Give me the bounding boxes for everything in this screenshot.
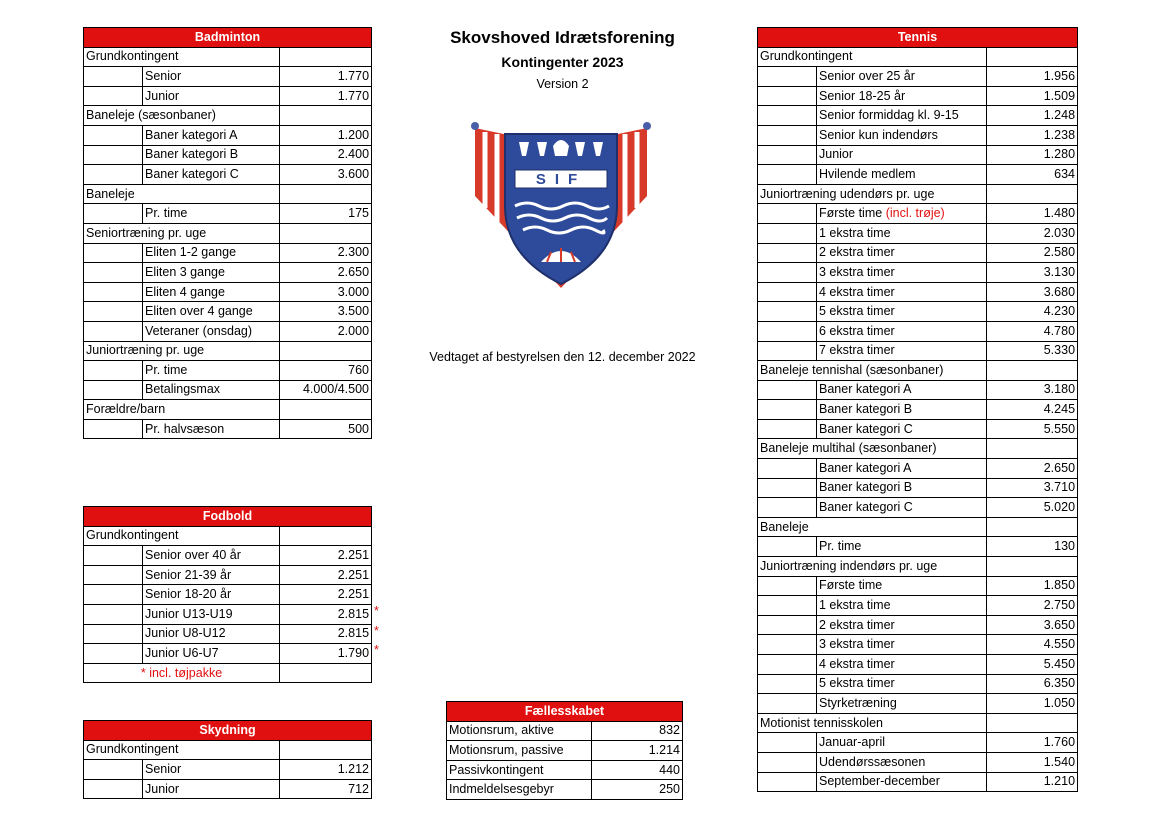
- section-label: Forældre/barn: [84, 400, 280, 420]
- table-row: [758, 67, 1078, 87]
- table-row: [84, 644, 372, 664]
- row-label: Senior: [143, 67, 280, 87]
- table-row: [84, 86, 372, 106]
- row-value: 130: [987, 537, 1078, 557]
- row-label: Junior U8-U12: [143, 624, 280, 644]
- table-row: [758, 635, 1078, 655]
- table-row: [758, 204, 1078, 224]
- page-title: Skovshoved Idrætsforening: [450, 28, 675, 47]
- row-label: Senior kun indendørs: [817, 125, 987, 145]
- row-value: 1.212: [280, 760, 372, 780]
- row-value: 2.400: [280, 145, 372, 165]
- section-label: Grundkontingent: [84, 47, 280, 67]
- table-row: [758, 576, 1078, 596]
- section-label: Juniortræning udendørs pr. uge: [758, 184, 987, 204]
- row-value: 2.750: [987, 596, 1078, 616]
- tennis-header: Tennis: [758, 28, 1078, 48]
- table-row: [84, 380, 372, 400]
- row-label-text: Første time: [819, 206, 883, 221]
- table-row: [84, 779, 372, 799]
- table-row: [447, 760, 683, 780]
- asterisk-marker: *: [374, 604, 379, 618]
- row-value: 4.230: [987, 302, 1078, 322]
- row-label: Passivkontingent: [447, 760, 592, 780]
- row-value: 760: [280, 361, 372, 381]
- row-value: 4.550: [987, 635, 1078, 655]
- row-value: 1.850: [987, 576, 1078, 596]
- row-value: 5.020: [987, 498, 1078, 518]
- row-label: Pr. halvsæson: [143, 419, 280, 439]
- row-value: 250: [592, 780, 683, 800]
- row-value: 1.770: [280, 86, 372, 106]
- table-row: [84, 565, 372, 585]
- row-value: 1.280: [987, 145, 1078, 165]
- row-label: 6 ekstra timer: [817, 321, 987, 341]
- table-row: [758, 361, 1078, 381]
- row-value: 5.330: [987, 341, 1078, 361]
- table-row: [758, 341, 1078, 361]
- row-value: 5.450: [987, 655, 1078, 675]
- table-row: [758, 752, 1078, 772]
- row-label: Eliten 3 gange: [143, 263, 280, 283]
- row-value: 3.710: [987, 478, 1078, 498]
- table-row: [758, 459, 1078, 479]
- row-label: Januar-april: [817, 733, 987, 753]
- row-label: September-december: [817, 772, 987, 792]
- row-value: 1.248: [987, 106, 1078, 126]
- row-value: 2.251: [280, 565, 372, 585]
- table-row: [84, 624, 372, 644]
- row-label: Senior 18-25 år: [817, 86, 987, 106]
- row-label: Baner kategori C: [817, 498, 987, 518]
- row-label: Junior U6-U7: [143, 644, 280, 664]
- row-value: 3.500: [280, 302, 372, 322]
- table-row: [758, 674, 1078, 694]
- section-label: Baneleje tennishal (sæsonbaner): [758, 361, 987, 381]
- row-value: 500: [280, 419, 372, 439]
- table-row: [84, 760, 372, 780]
- table-row: [758, 655, 1078, 675]
- row-value: 1.200: [280, 125, 372, 145]
- table-row: [84, 546, 372, 566]
- row-label: 4 ekstra timer: [817, 655, 987, 675]
- row-label: Baner kategori A: [817, 380, 987, 400]
- row-label: 2 ekstra timer: [817, 243, 987, 263]
- table-row: [758, 439, 1078, 459]
- row-label: Betalingsmax: [143, 380, 280, 400]
- section-label: Baneleje multihal (sæsonbaner): [758, 439, 987, 459]
- row-label: Senior formiddag kl. 9-15: [817, 106, 987, 126]
- asterisk-marker: *: [374, 624, 379, 638]
- faellesskabet-header: Fællesskabet: [447, 702, 683, 722]
- table-row: [758, 713, 1078, 733]
- row-value: 1.790: [280, 644, 372, 664]
- svg-text:SIF: SIF: [535, 171, 587, 188]
- row-label: Pr. time: [143, 361, 280, 381]
- section-label: Grundkontingent: [84, 740, 280, 760]
- row-label: Senior: [143, 760, 280, 780]
- row-label: Eliten 4 gange: [143, 282, 280, 302]
- row-label: 3 ekstra timer: [817, 635, 987, 655]
- table-row: [758, 615, 1078, 635]
- table-row: [447, 780, 683, 800]
- table-row: [758, 537, 1078, 557]
- fodbold-table: [83, 506, 372, 683]
- section-label: Baneleje (sæsonbaner): [84, 106, 280, 126]
- table-row: [84, 302, 372, 322]
- table-row: [84, 223, 372, 243]
- row-value: 1.956: [987, 67, 1078, 87]
- table-row: [84, 67, 372, 87]
- row-label: 1 ekstra time: [817, 223, 987, 243]
- row-value: 2.300: [280, 243, 372, 263]
- row-value: 2.815: [280, 624, 372, 644]
- table-row: [84, 740, 372, 760]
- row-value: 1.210: [987, 772, 1078, 792]
- table-row: [758, 694, 1078, 714]
- row-value: 1.770: [280, 67, 372, 87]
- table-row: [758, 47, 1078, 67]
- table-row: [758, 263, 1078, 283]
- row-label: Senior 21-39 år: [143, 565, 280, 585]
- asterisk-marker: *: [374, 643, 379, 657]
- table-row: [758, 125, 1078, 145]
- table-row: [84, 361, 372, 381]
- section-label: Grundkontingent: [84, 526, 280, 546]
- table-row: [84, 341, 372, 361]
- row-value: 2.580: [987, 243, 1078, 263]
- row-value: 4.780: [987, 321, 1078, 341]
- row-value: 2.030: [987, 223, 1078, 243]
- section-label: Juniortræning pr. uge: [84, 341, 280, 361]
- tennis-table: [757, 27, 1078, 792]
- row-value: 4.000/4.500: [280, 380, 372, 400]
- table-row: [758, 498, 1078, 518]
- table-row: [84, 184, 372, 204]
- table-row: [84, 526, 372, 546]
- row-label: 1 ekstra time: [817, 596, 987, 616]
- row-value: 5.550: [987, 419, 1078, 439]
- row-value: 634: [987, 165, 1078, 185]
- badminton-table: [83, 27, 372, 439]
- row-value: 3.000: [280, 282, 372, 302]
- table-row: [758, 243, 1078, 263]
- table-row: [84, 47, 372, 67]
- row-value: 2.815: [280, 604, 372, 624]
- table-row: [758, 145, 1078, 165]
- row-label: Eliten 1-2 gange: [143, 243, 280, 263]
- row-label: Udendørssæsonen: [817, 752, 987, 772]
- row-value: 6.350: [987, 674, 1078, 694]
- table-row: [758, 400, 1078, 420]
- badminton-header: Badminton: [84, 28, 372, 48]
- row-value: 2.650: [987, 459, 1078, 479]
- table-row: [84, 243, 372, 263]
- table-row: [758, 302, 1078, 322]
- row-value: 3.130: [987, 263, 1078, 283]
- row-label: Senior over 40 år: [143, 546, 280, 566]
- faellesskabet-table: [446, 701, 683, 800]
- row-value: 1.540: [987, 752, 1078, 772]
- row-label: 5 ekstra timer: [817, 674, 987, 694]
- table-row: [758, 321, 1078, 341]
- row-label: Baner kategori A: [143, 125, 280, 145]
- table-row: [758, 380, 1078, 400]
- version-label: Version 2: [536, 77, 589, 91]
- row-label: Senior 18-20 år: [143, 585, 280, 605]
- table-row: [84, 663, 372, 683]
- page-subtitle: Kontingenter 2023: [501, 54, 624, 70]
- table-row: [447, 741, 683, 761]
- footnote: * incl. tøjpakke: [84, 663, 280, 683]
- skydning-header: Skydning: [84, 721, 372, 741]
- table-row: [758, 184, 1078, 204]
- section-label: Grundkontingent: [758, 47, 987, 67]
- row-label: Baner kategori C: [817, 419, 987, 439]
- row-label: Veteraner (onsdag): [143, 321, 280, 341]
- table-row: [84, 165, 372, 185]
- row-label: Indmeldelsesgebyr: [447, 780, 592, 800]
- row-note: (incl. trøje): [885, 206, 945, 221]
- row-label: Baner kategori C: [143, 165, 280, 185]
- table-row: [84, 106, 372, 126]
- row-label: Styrketræning: [817, 694, 987, 714]
- table-row: [84, 145, 372, 165]
- table-row: [84, 604, 372, 624]
- row-label: Eliten over 4 gange: [143, 302, 280, 322]
- fodbold-header: Fodbold: [84, 507, 372, 527]
- row-label: Junior: [143, 779, 280, 799]
- row-value: 2.000: [280, 321, 372, 341]
- row-label: Baner kategori B: [817, 478, 987, 498]
- table-row: [758, 557, 1078, 577]
- row-value: 2.650: [280, 263, 372, 283]
- row-label: Pr. time: [143, 204, 280, 224]
- row-value: 4.245: [987, 400, 1078, 420]
- row-label: Motionsrum, aktive: [447, 721, 592, 741]
- table-row: [84, 321, 372, 341]
- table-row: [758, 733, 1078, 753]
- table-row: [758, 86, 1078, 106]
- table-row: [758, 517, 1078, 537]
- row-value: 832: [592, 721, 683, 741]
- row-value: 3.650: [987, 615, 1078, 635]
- approval-note: Vedtaget af bestyrelsen den 12. december 2022: [429, 350, 696, 364]
- row-value: 3.600: [280, 165, 372, 185]
- row-value: 1.214: [592, 741, 683, 761]
- section-label: Seniortræning pr. uge: [84, 223, 280, 243]
- row-label: Første time: [817, 576, 987, 596]
- table-row: [758, 596, 1078, 616]
- row-label: Senior over 25 år: [817, 67, 987, 87]
- row-label: Baner kategori A: [817, 459, 987, 479]
- table-row: [84, 263, 372, 283]
- table-row: [758, 165, 1078, 185]
- row-label: [817, 204, 987, 224]
- table-row: [758, 223, 1078, 243]
- club-crest-logo: [463, 116, 659, 294]
- row-value: 3.180: [987, 380, 1078, 400]
- table-row: [758, 478, 1078, 498]
- row-value: 2.251: [280, 585, 372, 605]
- table-row: [84, 400, 372, 420]
- row-label: Junior U13-U19: [143, 604, 280, 624]
- row-label: 3 ekstra timer: [817, 263, 987, 283]
- table-row: [447, 721, 683, 741]
- row-value: 175: [280, 204, 372, 224]
- row-label: Junior: [817, 145, 987, 165]
- row-label: Junior: [143, 86, 280, 106]
- row-value: 1.509: [987, 86, 1078, 106]
- row-label: Baner kategori B: [817, 400, 987, 420]
- table-row: [758, 106, 1078, 126]
- section-label: Motionist tennisskolen: [758, 713, 987, 733]
- row-value: 2.251: [280, 546, 372, 566]
- row-label: 2 ekstra timer: [817, 615, 987, 635]
- table-row: [758, 419, 1078, 439]
- table-row: [84, 204, 372, 224]
- row-value: 1.480: [987, 204, 1078, 224]
- table-row: [84, 282, 372, 302]
- row-value: 712: [280, 779, 372, 799]
- row-value: 440: [592, 760, 683, 780]
- row-label: 7 ekstra timer: [817, 341, 987, 361]
- row-value: 1.760: [987, 733, 1078, 753]
- row-value: 1.238: [987, 125, 1078, 145]
- row-label: Motionsrum, passive: [447, 741, 592, 761]
- row-label: Baner kategori B: [143, 145, 280, 165]
- table-row: [84, 585, 372, 605]
- row-value: 3.680: [987, 282, 1078, 302]
- table-row: [84, 419, 372, 439]
- row-label: Pr. time: [817, 537, 987, 557]
- table-row: [84, 125, 372, 145]
- row-label: 5 ekstra timer: [817, 302, 987, 322]
- section-label: Baneleje: [758, 517, 987, 537]
- table-row: [758, 282, 1078, 302]
- row-value: 1.050: [987, 694, 1078, 714]
- skydning-table: [83, 720, 372, 799]
- row-label: Hvilende medlem: [817, 165, 987, 185]
- section-label: Juniortræning indendørs pr. uge: [758, 557, 987, 577]
- table-row: [758, 772, 1078, 792]
- row-label: 4 ekstra timer: [817, 282, 987, 302]
- section-label: Baneleje: [84, 184, 280, 204]
